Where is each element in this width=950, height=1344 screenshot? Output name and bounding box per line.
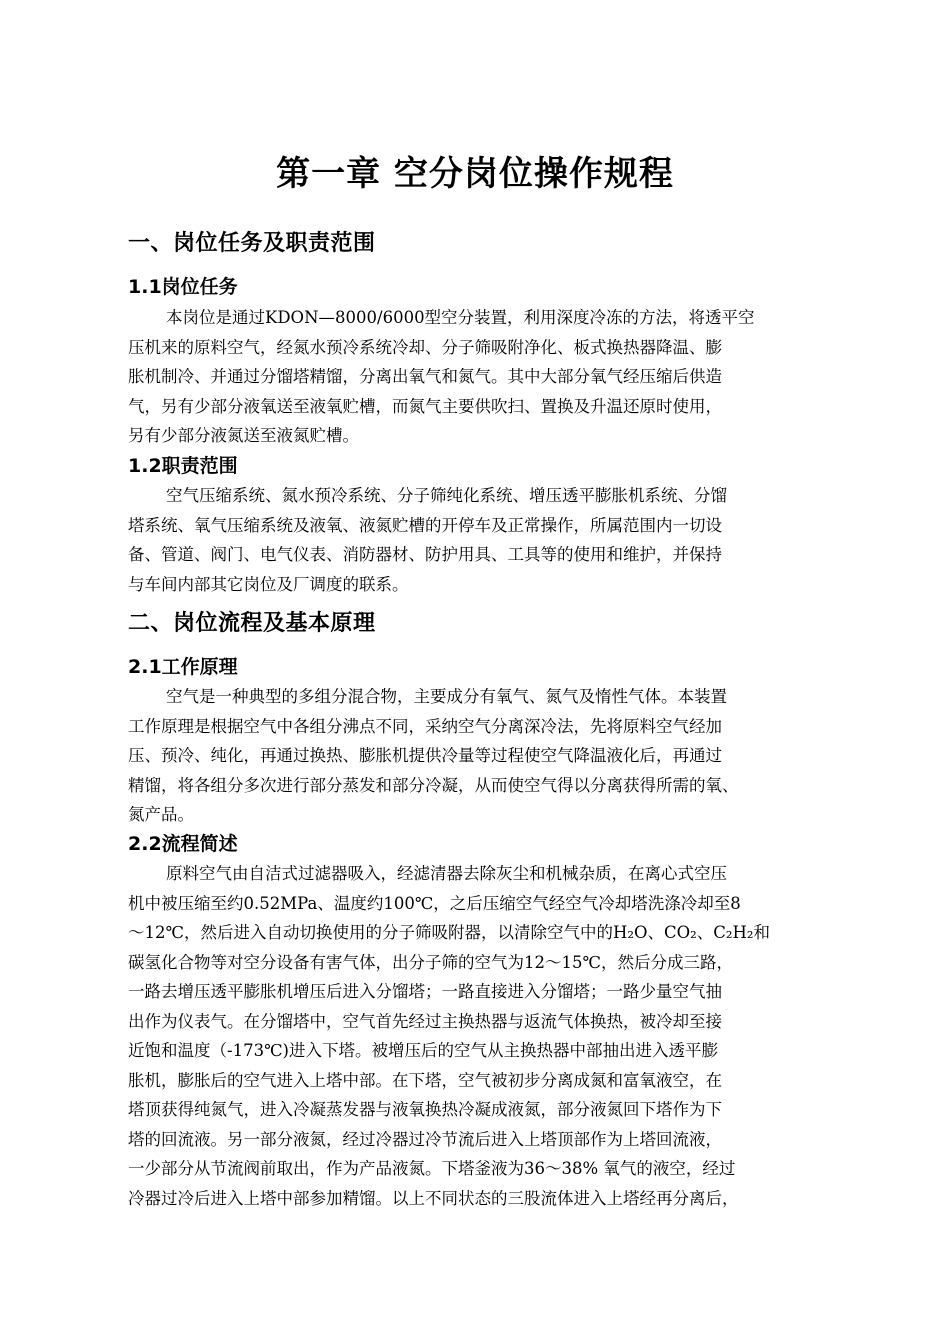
text-line: 胀机制冷、并通过分馏塔精馏，分离出氧气和氮气。其中大部分氧气经压缩后供造 [128,367,722,386]
text-line: 气，另有少部分液氧送至液氧贮槽，而氮气主要供吹扫、置换及升温还原时使用， [128,396,722,416]
text-line: 塔的回流液。另一部分液氮，经过冷器过冷节流后进入上塔顶部作为上塔回流液， [128,1129,722,1149]
section-heading-1: 一、岗位任务及职责范围 [128,231,376,256]
text-line: 工作原理是根据空气中各组分沸点不同，采纳空气分离深冷法，先将原料空气经加 [128,716,722,736]
text-line: 一路去增压透平膨胀机增压后进入分馏塔；一路直接进入分馏塔；一路少量空气抽 [128,982,722,1001]
subsection-heading-1-2: 1.2职责范围 [128,455,238,477]
subsection-heading-1-1: 1.1岗位任务 [128,276,238,298]
text-line: 氮产品。 [128,805,194,824]
text-line: 近饱和温度（-173℃)进入下塔。被增压后的空气从主换热器中部抽出进入透平膨 [128,1041,718,1060]
text-line: 精馏，将各组分多次进行部分蒸发和部分冷凝，从而使空气得以分离获得所需的氧、 [128,775,739,795]
text-line: 塔系统、氧气压缩系统及液氧、液氮贮槽的开停车及正常操作，所属范围内一切设 [128,515,722,535]
paragraph-2-2 [128,859,828,1213]
text-line: 塔顶获得纯氮气，进入冷凝蒸发器与液氧换热冷凝成液氮，部分液氮回下塔作为下 [128,1100,722,1119]
text-line: 另有少部分液氮送至液氮贮槽。 [128,426,359,445]
text-line: 本岗位是通过KDON—8000/6000型空分装置，利用深度冷冻的方法，将透平空 [166,308,755,327]
chapter-title: 第一章 空分岗位操作规程 [276,154,674,194]
subsection-heading-2-1: 2.1工作原理 [128,656,238,678]
text-line: 机中被压缩至约0.52MPa、温度约100℃，之后压缩空气经空气冷却塔洗涤冷却至8 [128,893,741,913]
subsection-heading-2-2: 2.2流程简述 [128,833,238,855]
text-line: 碳氢化合物等对空分设备有害气体，出分子筛的空气为12～15℃，然后分成三路， [128,952,733,972]
text-line: 空气压缩系统、氮水预冷系统、分子筛纯化系统、增压透平膨胀机系统、分馏 [166,486,727,505]
text-line: 原料空气由自洁式过滤器吸入，经滤清器去除灰尘和机械杂质，在离心式空压 [166,864,727,883]
text-line: 胀机，膨胀后的空气进入上塔中部。在下塔，空气被初步分离成氮和富氧液空，在 [128,1070,722,1090]
text-line: 备、管道、阀门、电气仪表、消防器材、防护用具、工具等的使用和维护，并保持 [128,545,722,564]
text-line: 与车间内部其它岗位及厂调度的联系。 [128,574,409,594]
text-line: 出作为仪表气。在分馏塔中，空气首先经过主换热器与返流气体换热，被冷却至接 [128,1011,722,1031]
text-line: 冷器过冷后进入上塔中部参加精馏。以上不同状态的三股流体进入上塔经再分离后， [128,1188,739,1208]
text-line: 空气是一种典型的多组分混合物，主要成分有氧气、氮气及惰性气体。本装置 [166,687,727,706]
text-line: 一少部分从节流阀前取出，作为产品液氮。下塔釜液为36～38% 氧气的液空，经过 [128,1159,736,1178]
paragraph-1-1 [128,303,828,451]
text-line: 压、预冷、纯化，再通过换热、膨胀机提供冷量等过程使空气降温液化后，再通过 [128,746,722,765]
paragraph-2-1 [128,682,828,830]
paragraph-1-2 [128,481,828,599]
text-line: ～12℃，然后进入自动切换使用的分子筛吸附器，以清除空气中的H₂O、CO₂、C₂H₂和 [128,923,770,942]
section-heading-2: 二、岗位流程及基本原理 [128,611,376,636]
text-line: 压机来的原料空气，经氮水预冷系统冷却、分子筛吸附净化、板式换热器降温、膨 [128,337,722,357]
